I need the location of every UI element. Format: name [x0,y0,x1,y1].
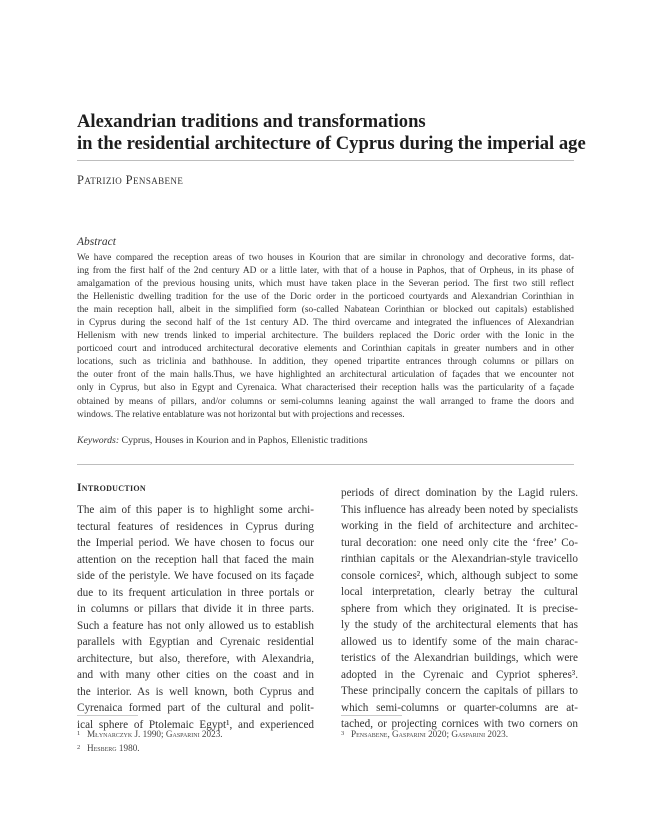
footnote-text: Hesberg 1980. [87,743,140,753]
abstract-heading: Abstract [77,236,116,248]
abstract-text [77,252,574,422]
abstract-line: We have compared the reception areas of two houses in Kourion that are similar in chronology and decorative forms, dat- [77,253,574,263]
body-line: tectural features of residences in Cyprus during [77,520,314,533]
abstract-line: Hellenism with new trends linked to imperial architecture. The builders replaced the Doric order with the Ionic in the [77,331,574,342]
body-line: sphere from which they originated. It is precise- [341,602,578,615]
body-line: local interpretation, clearly betray the cultural [341,586,578,598]
footnotes-right [341,727,508,741]
footnote [341,727,508,741]
body-line: due to its frequent articulation in three portals or [77,586,314,599]
abstract-line: locations, such as triclinia and bathhouse. In addition, they opened tripartite entrances through columns or pillars on [77,357,574,368]
body-line: working in the field of architecture and architec- [341,520,578,532]
abstract-line: ing from the first half of the 2nd century AD or a little later, with that of a house in Paphos, that of Orpheus, in its phase of [77,266,574,277]
body-line: the interior. As is well known, both Cyprus and [77,685,314,698]
body-line: adopted in the Cyrenaic and Cypriot spheres³. [341,668,578,681]
abstract-line: amalgamation of the previous housing units, which must have taken place in the Severan period. The first two still reflect [77,279,574,290]
body-line: Such a feature has not only allowed us to establish [77,619,314,632]
paper-title [77,111,586,155]
footnotes-left [77,727,223,755]
keywords-text: Cyprus, Houses in Kourion and in Paphos, Ellenistic traditions [119,435,368,446]
body-line: These principally concern the capitals of pillars to [341,685,578,697]
body-line: side of the peristyle. We have focused on its façade [77,570,314,582]
footnote-text: Pensabene, Gasparini 2020; Gasparini 2023. [351,729,509,739]
body-line: rinthian capitals or the Alexandrian-style travicello [341,553,578,565]
body-line: in columns or pillars that divide it in three parts. [77,603,314,615]
body-line: attention on the reception hall that faced the main [77,553,314,566]
keywords-label: Keywords: [77,435,120,446]
body-line: which semi-columns or quarter-columns are at- [341,701,578,714]
footnote [77,727,223,741]
abstract-line: the Hellenistic dwelling tradition for the use of the Doric order in the porticoed courtyards and Alexandrian Corinthian in [77,292,574,303]
abstract-line: obtained by means of pillars, and/or columns or semi-columns leaning against the wall arranged to frame the doors and [77,396,574,407]
section-divider [77,464,574,465]
footnote-text: Młynarczyk J. 1990; Gasparini 2023. [87,729,223,739]
body-line: Cyrenaica formed part of the cultural and polit- [77,702,314,714]
footnote [77,741,223,755]
abstract-line: the outer front of the main halls.Thus, we have highlighted an architectural articulation of façades that we encounter not [77,370,574,381]
body-line: teristics of the Alexandrian buildings, which were [341,652,578,664]
body-column-left [77,502,314,733]
abstract-line: in Cyprus during the second half of the 1st century AD. The third overcame and integrated the influences of Alexandrian [77,318,574,329]
footnote-divider [77,715,138,716]
footnote-number: 3 [341,730,345,737]
footnote-number: 1 [77,730,81,737]
body-line: and with many other cities on the coast and in [77,669,314,681]
body-line: parallels with Egyptian and Cyrenaic residential [77,636,314,648]
body-line: tural decoration: one need only cite the ‘free’ Co- [341,536,578,549]
body-line: This influence has already been noted by specialists [341,503,578,516]
body-line: the Imperial period. We have chosen to focus our [77,537,314,549]
body-line: The aim of this paper is to highlight some archi- [77,504,314,516]
abstract-line: only in Cyprus, but also in Egypt and Cyrenaica. What characterised their reception halls was the particularity of a façade [77,383,574,394]
body-line: periods of direct domination by the Lagid rulers. [341,487,578,499]
abstract-line: windows. The relative entablature was not horizontal but with projections and recesses. [77,409,405,420]
body-line: ly the study of the architectural elements that has [341,619,578,631]
abstract-line: porticoed court and introduced architectural decorative elements and Corinthian capitals in greater numbers and in other [77,344,574,355]
title-line: in the residential architecture of Cyprus during the imperial age [77,133,586,154]
section-heading-introduction: Introduction [77,482,146,494]
title-line: Alexandrian traditions and transformations [77,111,426,132]
body-line: ical sphere of Ptolemaic Egypt¹, and experienced [77,718,314,731]
keywords [77,435,368,446]
body-line: tached, or projecting cornices with two corners on [341,718,578,730]
abstract-line: the main reception hall, albeit in the simplified form (so-called Nabatean Corinthian or blocked out capitals) established [77,305,574,316]
footnote-number: 2 [77,744,81,751]
title-divider [77,160,574,161]
body-line: architecture, but also, therefore, with Alexandria, [77,652,314,665]
body-column-right [341,485,578,733]
footnote-divider [341,715,402,716]
author-name: Patrizio Pensabene [77,173,184,187]
body-line: console cornices², which, although subject to some [341,569,578,582]
body-line: allowed us to identify some of the main charac- [341,635,578,648]
